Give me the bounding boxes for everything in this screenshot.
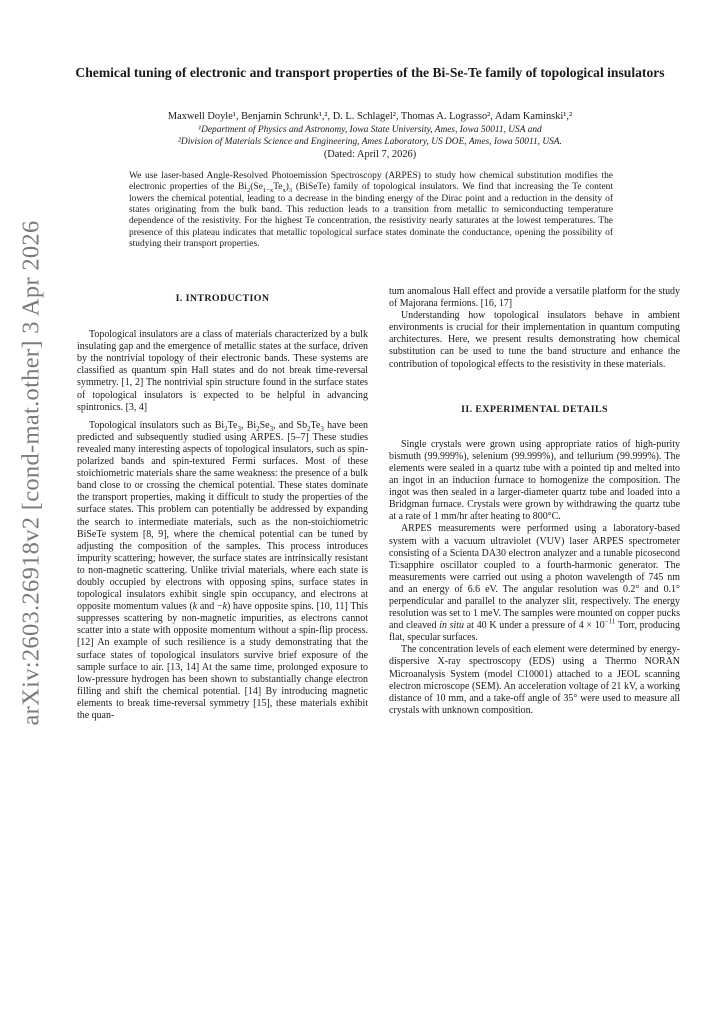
- abstract-text: (Se: [250, 182, 263, 193]
- experimental-text: at 40 K under a pressure of 4 × 10: [464, 620, 605, 632]
- abstract-subscript: 2: [246, 187, 251, 195]
- experimental-text: ARPES measurements were performed using a laboratory-based system with a vacuum ultraviolet (VUV) laser ARPES spectrometer consisting of a Scienta DA30 electron analyzer and a tunable picosecond Ti:sapphire oscillator coupled to a fourth-harmonic generator. The measurements were carried out using a photon wavelength of 745 nm and an energy of 6.6 eV. The angular resolution was 0.2° and 0.1° perpendicular and parallel to the analyzer slit, respectively. The energy resolution was set to 1 meV. The samples were mounted on copper pucks and cleaved: [389, 523, 680, 632]
- affiliation-2: ²Division of Materials Science and Engineering, Ames Laboratory, US DOE, Ames, Iowa 50011, USA.: [178, 137, 562, 148]
- math-variable: k: [222, 601, 227, 613]
- intro-text: Se: [259, 419, 270, 431]
- subscript: 3: [237, 424, 241, 433]
- abstract-text: (BiSeTe) family of topological insulators. We find that increasing the Te content lowers the chemical potential, leading to a decrease in the binding energy of the Dirac point and a reduction in the density of states originating from the bulk band. This reduction leads to a transition from metallic to semiconducting temperature dependence of the resistivity. For the highest Te concentration, the resistivity nearly saturates at the lowest temperatures. The presence of this plateau indicates that metallic topological surface states dominate the conductance, opening the possibility of studying their transport properties.: [129, 182, 614, 250]
- intro-text: Te: [310, 419, 321, 431]
- italic-term: in situ: [439, 620, 465, 632]
- abstract-text: ): [285, 182, 289, 193]
- math-variable: k: [192, 601, 198, 613]
- subscript: 2: [307, 424, 311, 433]
- intro-paragraph-2: [77, 420, 368, 722]
- arxiv-identifier: [12, 220, 52, 726]
- subscript: 3: [269, 424, 274, 433]
- section-heading-introduction: I. INTRODUCTION: [175, 293, 270, 304]
- intro-text: , Bi: [240, 419, 257, 431]
- intro-text: and −: [197, 601, 223, 613]
- abstract-subscript: 1−x: [262, 187, 274, 195]
- experimental-paragraph-3: The concentration levels of each element were determined by energy-dispersive X-ray spectroscopy (EDS) using a Thermo NORAN Microanalysis System (model C10001) attached to a JEOL scanning electron microscope (SEM). An acceleration voltage of 21 kV, a working distance of 10 mm, and a take-off angle of 35° were used to measure all crystals with unknown composition.: [389, 644, 680, 716]
- intro-text: , and Sb: [273, 419, 308, 431]
- experimental-paragraph-1: Single crystals were grown using appropriate ratios of high-purity bismuth (99.999%), selenium (99.999%), and tellurium (99.999%). The elements were sealed in a quartz tube with a pointed tip and melted into an ingot in an induction furnace to homogenize the composition. The ingot was then sealed in a larger-diameter quartz tube and loaded into a Bridgman furnace. Crystals were grown by withdrawing the quartz tube at a rate of 1 mm/hr after heating to 800°C.: [389, 438, 680, 523]
- subscript: 2: [224, 424, 228, 433]
- intro-paragraph-2-continued: tum anomalous Hall effect and provide a versatile platform for the study of Majorana fermions. [16, 17]: [389, 286, 680, 310]
- author-block: [60, 111, 680, 161]
- paper-title: Chemical tuning of electronic and transport properties of the Bi-Se-Te family of topological insulators: [75, 65, 665, 80]
- right-column: [389, 286, 680, 717]
- abstract: [129, 171, 613, 250]
- section-heading-experimental: II. EXPERIMENTAL DETAILS: [461, 403, 608, 415]
- intro-paragraph-3: Understanding how topological insulators behave in ambient environments is crucial for their implementation in quantum computing architectures. Here, we present results demonstrating how chemical substitution can be used to tune the band structure and enhance the contribution of topological effects to the resistivity in these materials.: [389, 310, 680, 370]
- experimental-text: Torr, producing flat, specular surfaces.: [389, 620, 680, 644]
- intro-paragraph-1: Topological insulators are a class of materials characterized by a bulk insulating gap and the emergence of metallic states at the surface, driven by the nontrivial topology of their electronic bands. These systems are classified as quantum spin Hall states and do not break time-reversal symmetry. [1, 2] The nontrivial spin structure found in the surface states of topological insulators is expected to be helpful in advancing spintronics. [3, 4]: [77, 329, 368, 413]
- abstract-subscript: x: [282, 187, 286, 195]
- affiliation-1: ¹Department of Physics and Astronomy, Iowa State University, Ames, Iowa 50011, USA and: [198, 124, 542, 135]
- dated-line: (Dated: April 7, 2026): [323, 148, 417, 160]
- intro-text: Topological insulators such as Bi: [89, 419, 225, 431]
- abstract-subscript: 3: [288, 187, 293, 195]
- abstract-text: Te: [273, 182, 283, 193]
- superscript: −11: [604, 617, 616, 626]
- intro-text: ) have opposite spins. [10, 11] This suppresses scattering by non-magnetic impurities, as electrons cannot scatter into a state with opposite momentum without a spin-flip process. [12] An example of such resilience is a study demonstrating that the surface states of topological insulators survive brief exposure of the sample surface to air. [13, 14] At the same time, prolonged exposure to low-pressure hydrogen has been shown to substantially change electron filling and shift the chemical potential. [14] By introducing magnetic elements to break time-reversal symmetry [15], these materials exhibit the quan-: [77, 601, 368, 721]
- arxiv-identifier-text: arXiv:2603.26918v2 [cond-mat.other] 3 Apr 2026: [18, 220, 46, 726]
- experimental-paragraph-2: [389, 523, 680, 644]
- left-column: [77, 293, 368, 722]
- subscript: 3: [320, 424, 324, 433]
- author-list: Maxwell Doyle¹, Benjamin Schrunk¹,², D. L. Schlagel², Thomas A. Lograsso², Adam Kaminski¹,²: [167, 111, 573, 122]
- subscript: 2: [256, 424, 260, 433]
- intro-text: have been predicted and subsequently studied using ARPES. [5–7] These studies revealed many interesting aspects of topological insulators, such as spin-polarized bands and spin-textured Fermi surfaces. Most of these stoichiometric materials share the same weakness: the presence of a bulk band close to or crossing the chemical potential. These states dominate the transport properties, making it difficult to study the properties of the surface states. This problem can potentially be addressed by expanding the search to intermediate materials, such as the non-stoichiometric BiSeTe system [8, 9], where the chemical potential can be tuned by adjusting the composition of the samples. This process introduces impurity scattering; however, the surface states are intrinsically resistant to non-magnetic scattering. Unlike trivial materials, where each state is doubly occupied by electrons with opposing spins, surface states in topological insulators exhibit single spin occupancy, and electrons at opposite momentum values (: [77, 419, 369, 613]
- abstract-text: We use laser-based Angle-Resolved Photoemission Spectroscopy (ARPES) to study how chemical substitution modifies the electronic properties of the Bi: [129, 171, 613, 193]
- intro-text: Te: [227, 419, 238, 431]
